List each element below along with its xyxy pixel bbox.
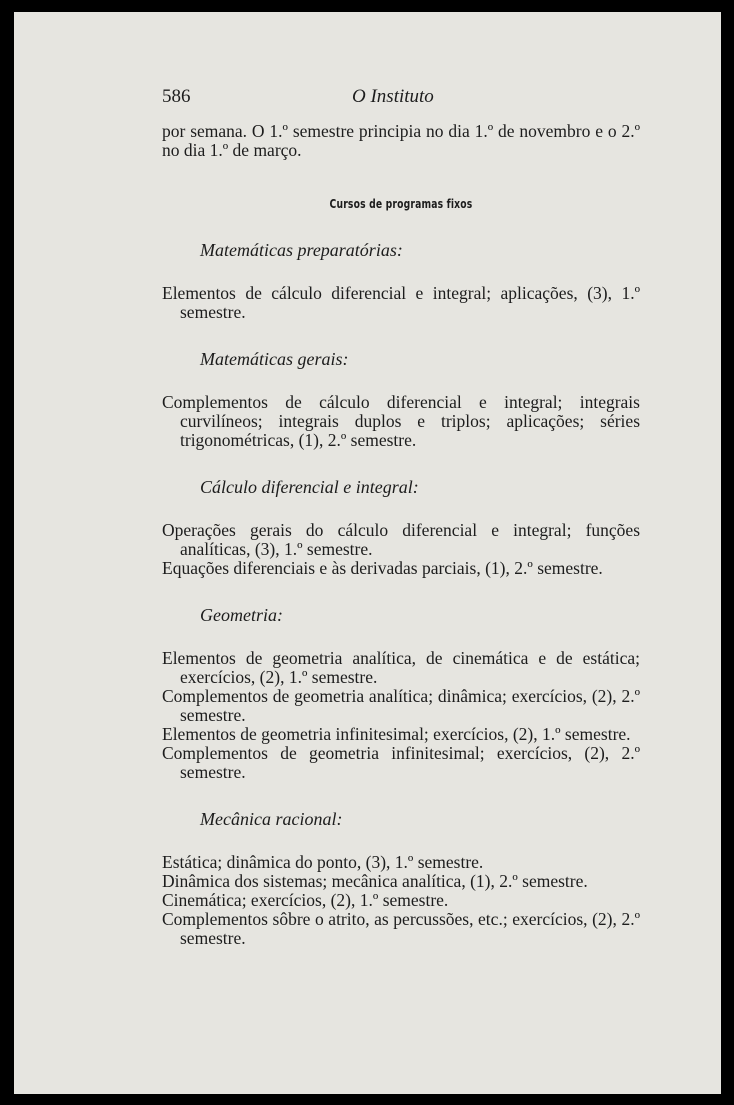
course-item-text: Complementos de geometria analítica; dinâmica; exercícios, (2), 2.º semestre.: [162, 686, 640, 725]
course-item: [162, 559, 640, 578]
section-title: Matemáticas gerais:: [200, 349, 349, 369]
course-item-text: Elementos de geometria infinitesimal; exercícios, (2), 1.º semestre.: [162, 724, 631, 744]
course-item: [162, 393, 640, 450]
course-item-text: Dinâmica dos sistemas; mecânica analítica, (1), 2.º semestre.: [162, 871, 588, 891]
course-item: [162, 649, 640, 687]
running-header: [14, 86, 721, 112]
page-number: 586: [162, 86, 191, 107]
section-title: Matemáticas preparatórias:: [200, 240, 403, 260]
section-title: Mecânica racional:: [200, 809, 343, 829]
section-mecanica-racional: [162, 810, 640, 948]
course-item: [162, 521, 640, 559]
course-item: [162, 284, 640, 322]
section-heading: Cursos de programas fixos: [329, 196, 473, 211]
course-item-text: Cinemática; exercícios, (2), 1.º semestre.: [162, 890, 449, 910]
intro-paragraph: por semana. O 1.º semestre principia no dia 1.º de novembro e o 2.º no dia 1.º de março.: [162, 121, 640, 160]
section-matematicas-gerais: [162, 350, 640, 450]
course-item-text: Complementos de cálculo diferencial e integral; integrais curvilíneos; integrais duplos e triplos; aplicações; séries trigonométricas, (1), 2.º semestre.: [162, 392, 640, 450]
course-item-text: Estática; dinâmica do ponto, (3), 1.º semestre.: [162, 852, 484, 872]
course-item-text: Complementos sôbre o atrito, as percussões, etc.; exercícios, (2), 2.º semestre.: [162, 909, 640, 948]
page: [14, 12, 721, 1094]
course-item: [162, 853, 640, 872]
section-title: Cálculo diferencial e integral:: [200, 477, 419, 497]
journal-title: O Instituto: [352, 86, 434, 107]
course-item: [162, 872, 640, 891]
course-item-text: Elementos de cálculo diferencial e integral; aplicações, (3), 1.º semestre.: [162, 283, 640, 322]
course-item: [162, 744, 640, 782]
course-item: [162, 910, 640, 948]
course-item-text: Complementos de geometria infinitesimal; exercícios, (2), 2.º semestre.: [162, 743, 640, 782]
course-item: [162, 687, 640, 725]
page-body: [162, 122, 640, 948]
section-geometria: [162, 606, 640, 782]
section-title: Geometria:: [200, 605, 283, 625]
course-item-text: Elementos de geometria analítica, de cinemática e de estática; exercícios, (2), 1.º semestre.: [162, 648, 640, 687]
course-item-text: Equações diferenciais e às derivadas parciais, (1), 2.º semestre.: [162, 558, 603, 578]
course-item: [162, 891, 640, 910]
course-item-text: Operações gerais do cálculo diferencial e integral; funções analíticas, (3), 1.º semestre.: [162, 520, 640, 559]
section-calculo: [162, 478, 640, 578]
course-item: [162, 725, 640, 744]
section-matematicas-preparatorias: [162, 241, 640, 322]
